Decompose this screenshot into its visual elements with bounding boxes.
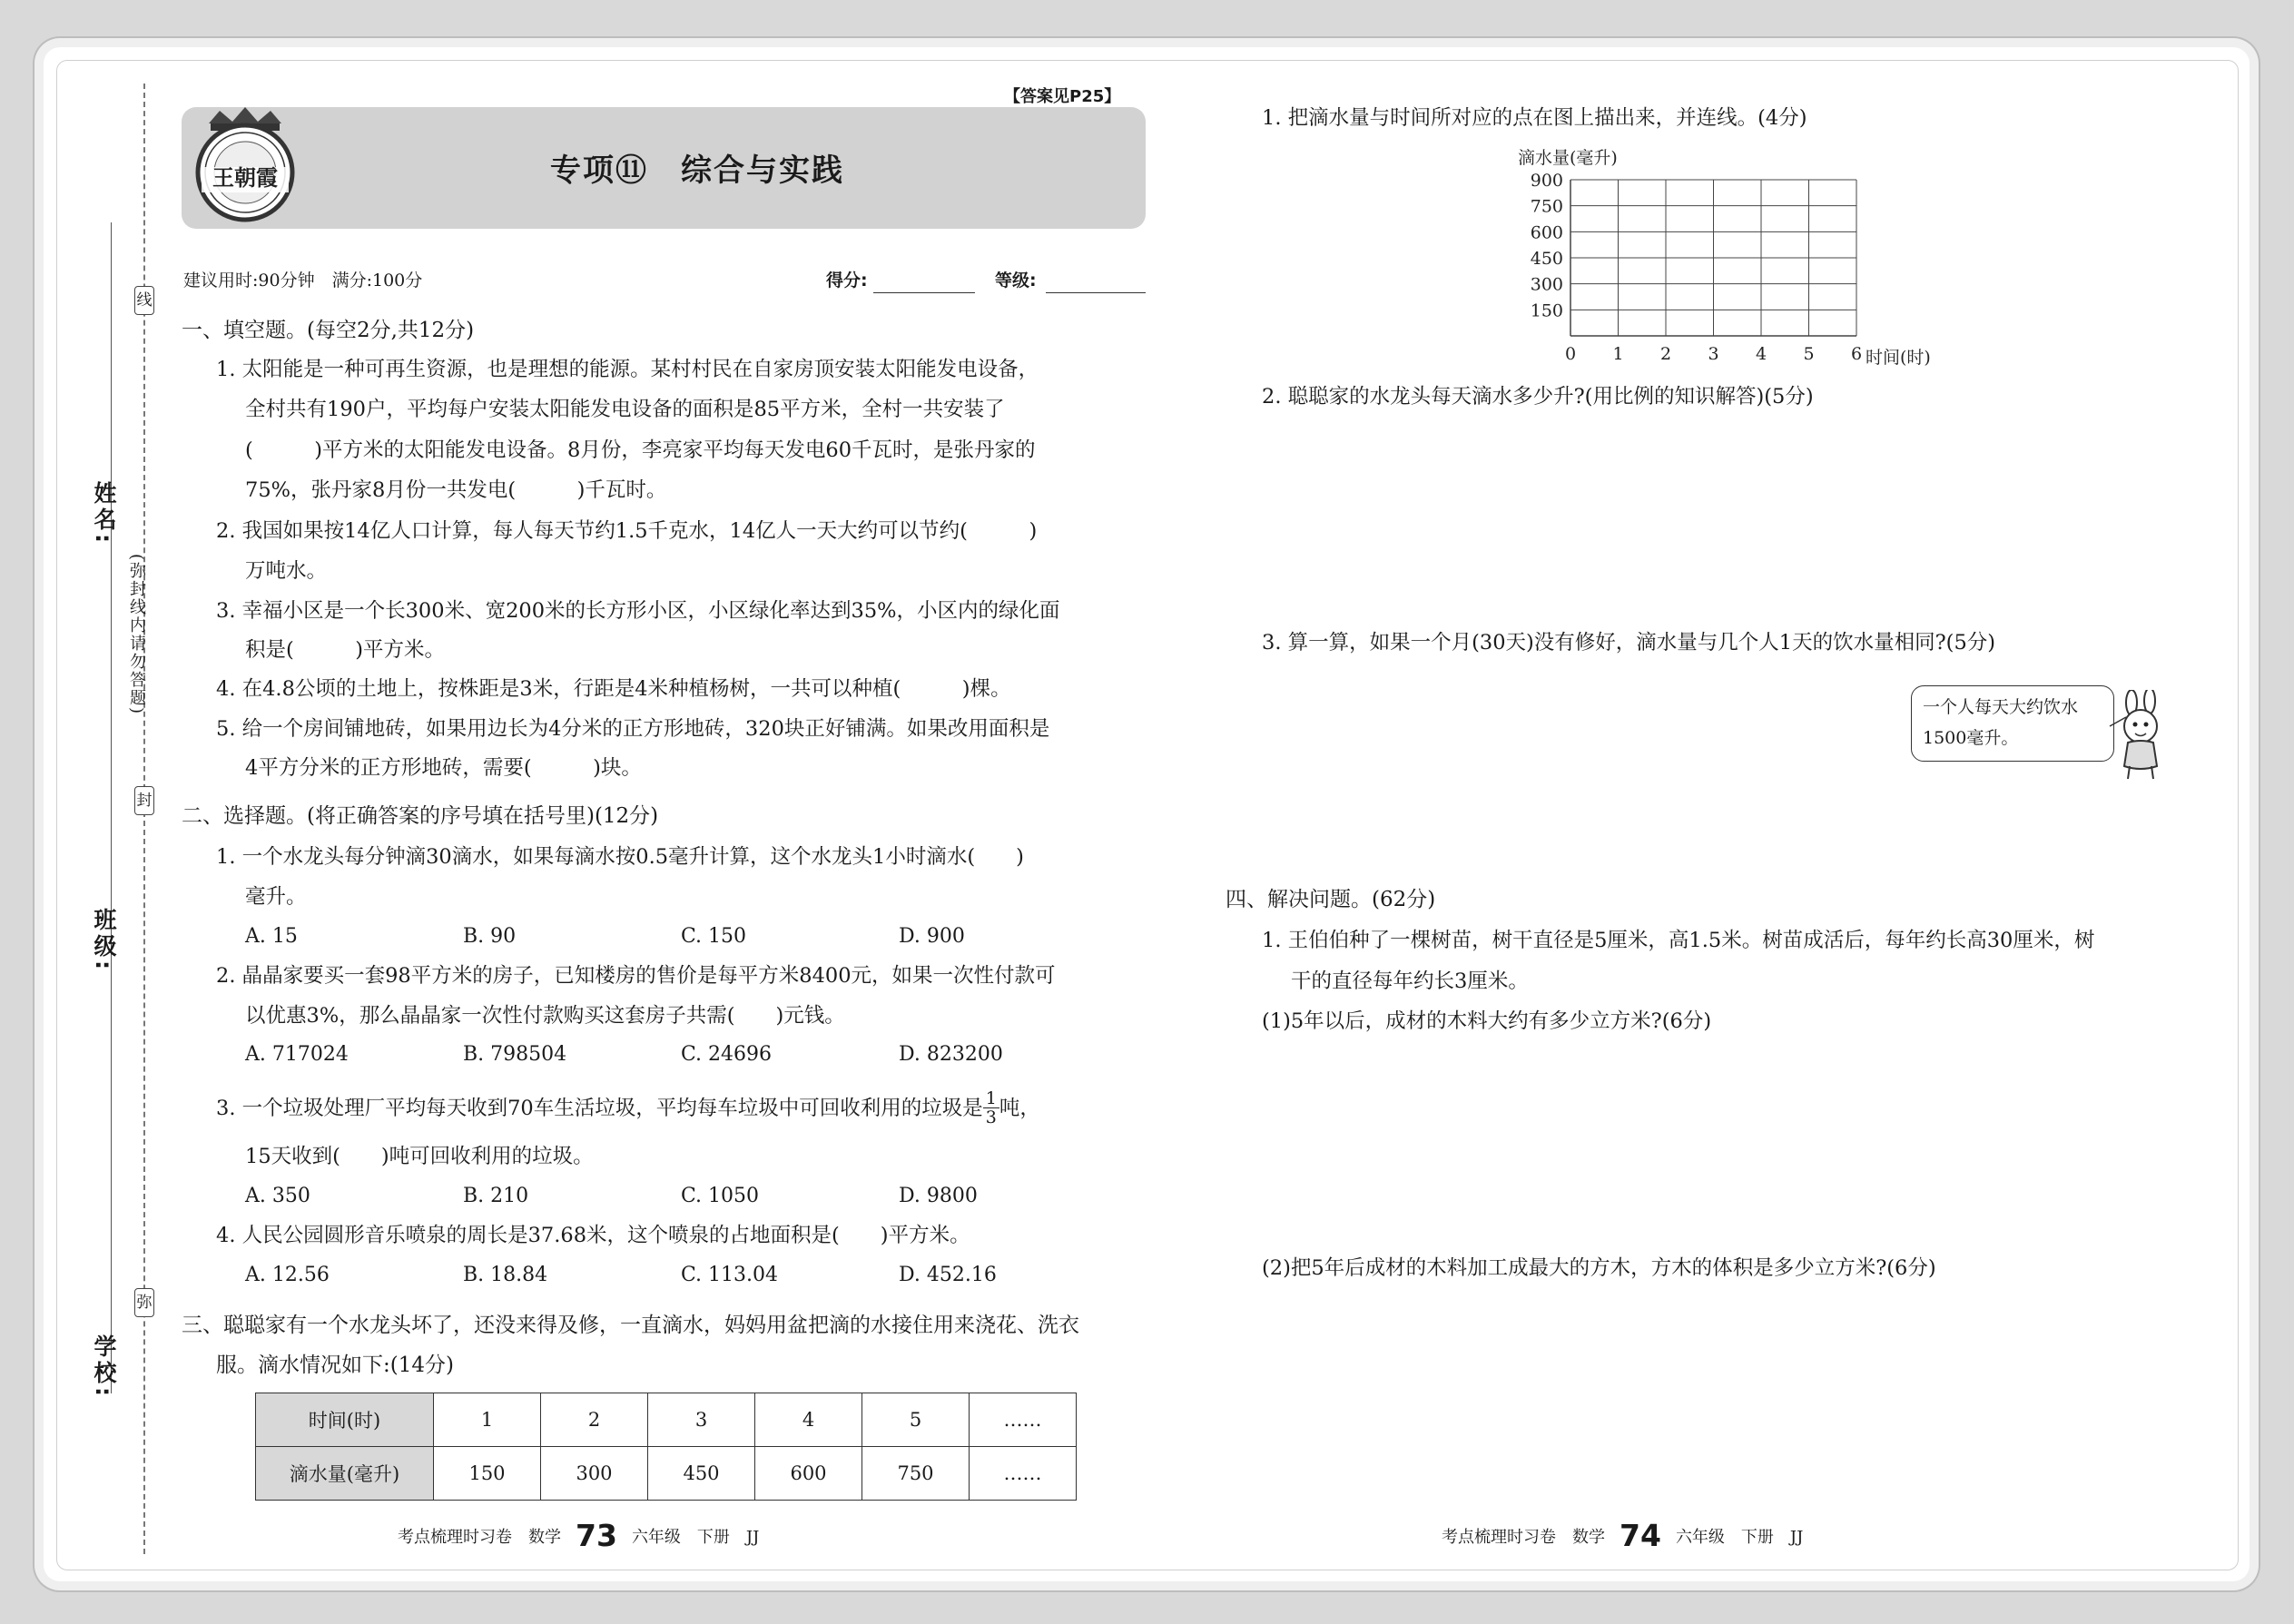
chart-y-tick-label: 600 bbox=[1530, 222, 1563, 243]
s1-q1-line2: 全村共有190户，平均每户安装太阳能发电设备的面积是85平方米，全村一共安装了 bbox=[245, 398, 1005, 421]
score-label: 得分: bbox=[826, 271, 868, 290]
s1-q3-line2: 积是( )平方米。 bbox=[245, 638, 446, 662]
section3-heading-line2: 服。滴水情况如下:(14分) bbox=[216, 1353, 454, 1377]
s2-q3-line2: 15天收到( )吨可回收利用的垃圾。 bbox=[245, 1145, 594, 1168]
s2-q1-option-d: D. 900 bbox=[899, 925, 965, 948]
rabbit-mascot-icon bbox=[2108, 690, 2181, 781]
score-field[interactable] bbox=[873, 292, 975, 293]
s2-q2-line2: 以优惠3%，那么晶晶家一次性付款购买这套房子共需( )元钱。 bbox=[245, 1004, 845, 1028]
s2-q3-line1 bbox=[216, 1089, 1040, 1127]
s1-q4-line1: 4. 在4.8公顷的土地上，按株距是3米，行距是4米种植杨树，一共可以种植( )棵。 bbox=[216, 677, 1011, 701]
binding-seal-3: 弥 bbox=[134, 1288, 154, 1317]
s2-q4-line1: 4. 人民公园圆形音乐喷泉的周长是37.68米，这个喷泉的占地面积是( )平方米。 bbox=[216, 1224, 970, 1247]
s2-q3-option-d: D. 9800 bbox=[899, 1185, 978, 1207]
page-number-right: 74 bbox=[1620, 1518, 1661, 1553]
bubble-line2: 1500毫升。 bbox=[1923, 728, 2019, 748]
footer-left-post: 六年级 下册 JJ bbox=[631, 1527, 760, 1547]
s2-q1-option-a: A. 15 bbox=[245, 925, 298, 948]
chart-x-axis-label: 时间(时) bbox=[1866, 348, 1931, 368]
s2-q1-line1: 1. 一个水龙头每分钟滴30滴水，如果每滴水按0.5毫升计算，这个水龙头1小时滴水( ) bbox=[216, 845, 1024, 869]
name-label: 姓名: bbox=[91, 481, 117, 546]
s2-q4-option-b: B. 18.84 bbox=[463, 1264, 548, 1286]
chart-y-tick-label: 150 bbox=[1530, 300, 1563, 321]
s2-q2-option-d: D. 823200 bbox=[899, 1043, 1003, 1066]
footer-left-pre: 考点梳理时习卷 数学 bbox=[398, 1527, 561, 1547]
s1-q1-line1: 1. 太阳能是一种可再生资源，也是理想的能源。某村村民在自家房顶安装太阳能发电设备， bbox=[216, 358, 1039, 381]
table-cell: 450 bbox=[648, 1447, 755, 1501]
table-cell: 600 bbox=[755, 1447, 862, 1501]
s1-q1-line3: ( )平方米的太阳能发电设备。8月份，李亮家平均每天发电60千瓦时，是张丹家的 bbox=[245, 438, 1036, 462]
s2-q3-option-c: C. 1050 bbox=[681, 1185, 760, 1207]
s2-q4-option-a: A. 12.56 bbox=[245, 1264, 330, 1286]
s1-q2-line1: 2. 我国如果按14亿人口计算，每人每天节约1.5千克水，14亿人一天大约可以节约( ) bbox=[216, 519, 1038, 543]
table-cell: 4 bbox=[755, 1393, 862, 1447]
chart-x-tick-label: 5 bbox=[1803, 344, 1815, 364]
speech-bubble bbox=[1911, 685, 2114, 762]
table-cell: …… bbox=[970, 1393, 1077, 1447]
chart-x-tick-label: 2 bbox=[1659, 344, 1672, 364]
binding-seal-2: 封 bbox=[134, 786, 154, 815]
table-cell: …… bbox=[970, 1447, 1077, 1501]
class-label: 班级: bbox=[91, 908, 117, 973]
table-row bbox=[256, 1447, 1077, 1501]
s2-q3-line1-pre: 3. 一个垃圾处理厂平均每天收到70车生活垃圾，平均每车垃圾中可回收利用的垃圾是 bbox=[216, 1096, 983, 1120]
section3-heading-line1: 三、聪聪家有一个水龙头坏了，还没来得及修，一直滴水，妈妈用盆把滴的水接住用来浇花、洗衣 bbox=[182, 1314, 1079, 1337]
table-cell: 1 bbox=[434, 1393, 541, 1447]
svg-text:王朝霞: 王朝霞 bbox=[212, 164, 278, 191]
page-number-left: 73 bbox=[576, 1518, 617, 1553]
table-cell: 3 bbox=[648, 1393, 755, 1447]
footer-right bbox=[1442, 1518, 1803, 1553]
s2-q2-option-a: A. 717024 bbox=[245, 1043, 349, 1066]
s2-q3-option-b: B. 210 bbox=[463, 1185, 529, 1207]
s2-q2-line1: 2. 晶晶家要买一套98平方米的房子，已知楼房的售价是每平方米8400元，如果一次性付款可 bbox=[216, 964, 1056, 988]
chart-x-tick-label: 0 bbox=[1564, 344, 1577, 364]
table-cell: 300 bbox=[541, 1447, 648, 1501]
chart-ticks bbox=[1531, 171, 1862, 364]
s4-q1-line2: 干的直径每年约长3厘米。 bbox=[1291, 969, 1529, 993]
footer-left bbox=[398, 1518, 759, 1553]
s2-q2-option-b: B. 798504 bbox=[463, 1043, 567, 1066]
chart-y-tick-label: 900 bbox=[1530, 171, 1563, 191]
chart-grid bbox=[1570, 180, 1856, 336]
fraction-denominator: 3 bbox=[985, 1107, 997, 1127]
chart-y-tick-label: 300 bbox=[1530, 274, 1563, 295]
s2-q4-option-c: C. 113.04 bbox=[681, 1264, 779, 1286]
grade-label: 等级: bbox=[995, 271, 1037, 290]
time-score-info: 建议用时:90分钟 满分:100分 bbox=[183, 271, 423, 290]
s1-q3-line1: 3. 幸福小区是一个长300米、宽200米的长方形小区，小区绿化率达到35%，小区内的绿化面 bbox=[216, 599, 1060, 623]
s2-q4-option-d: D. 452.16 bbox=[899, 1264, 997, 1286]
binding-notice: (弥封线内请勿答题) bbox=[127, 554, 146, 716]
s4-q1-line1: 1. 王伯伯种了一棵树苗，树干直径是5厘米，高1.5米。树苗成活后，每年约长高30厘米，树 bbox=[1262, 929, 2095, 952]
table-cell: 750 bbox=[862, 1447, 970, 1501]
s4-sub2: (2)把5年后成材的木料加工成最大的方木，方木的体积是多少立方米?(6分) bbox=[1262, 1256, 1936, 1280]
table-cell: 2 bbox=[541, 1393, 648, 1447]
chart-y-tick-label: 750 bbox=[1530, 196, 1563, 217]
bubble-line1: 一个人每天大约饮水 bbox=[1923, 697, 2079, 717]
chart-x-tick-label: 4 bbox=[1755, 344, 1767, 364]
s3-q2: 2. 聪聪家的水龙头每天滴水多少升?(用比例的知识解答)(5分) bbox=[1262, 385, 1814, 408]
grade-field[interactable] bbox=[1046, 292, 1146, 293]
drip-table bbox=[255, 1393, 1077, 1501]
table-header-cell: 滴水量(毫升) bbox=[256, 1447, 434, 1501]
page-title: 专项⑪ 综合与实践 bbox=[550, 153, 844, 189]
s3-q3: 3. 算一算，如果一个月(30天)没有修好，滴水量与几个人1天的饮水量相同?(5分) bbox=[1262, 631, 1996, 655]
s2-q3-option-a: A. 350 bbox=[245, 1185, 310, 1207]
table-row bbox=[256, 1393, 1077, 1447]
s1-q2-line2: 万吨水。 bbox=[245, 559, 328, 583]
s3-q1: 1. 把滴水量与时间所对应的点在图上描出来，并连线。(4分) bbox=[1262, 106, 1807, 130]
s2-q1-option-c: C. 150 bbox=[681, 925, 747, 948]
s1-q5-line2: 4平方分米的正方形地砖，需要( )块。 bbox=[245, 756, 642, 780]
s1-q1-line4: 75%，张丹家8月份一共发电( )千瓦时。 bbox=[245, 478, 667, 502]
chart-x-tick-label: 6 bbox=[1850, 344, 1863, 364]
table-header-cell: 时间(时) bbox=[256, 1393, 434, 1447]
chart-x-tick-label: 1 bbox=[1612, 344, 1624, 364]
binding-seal-1: 线 bbox=[134, 286, 154, 315]
s1-q5-line1: 5. 给一个房间铺地砖，如果用边长为4分米的正方形地砖，320块正好铺满。如果改用面积是 bbox=[216, 717, 1050, 741]
s4-sub1: (1)5年以后，成材的木料大约有多少立方米?(6分) bbox=[1262, 1009, 1712, 1033]
school-label: 学校: bbox=[91, 1334, 117, 1400]
section1-heading: 一、填空题。(每空2分,共12分) bbox=[182, 319, 475, 342]
table-cell: 5 bbox=[862, 1393, 970, 1447]
s2-q3-line1-post: 吨， bbox=[999, 1096, 1040, 1120]
s2-q1-option-b: B. 90 bbox=[463, 925, 517, 948]
drip-chart bbox=[1498, 138, 1970, 376]
fraction-one-third bbox=[983, 1089, 999, 1127]
table-cell: 150 bbox=[434, 1447, 541, 1501]
publisher-logo-icon bbox=[192, 103, 298, 229]
chart-y-axis-label: 滴水量(毫升) bbox=[1518, 148, 1618, 168]
footer-right-post: 六年级 下册 JJ bbox=[1675, 1527, 1804, 1547]
footer-right-pre: 考点梳理时习卷 数学 bbox=[1442, 1527, 1605, 1547]
section2-heading: 二、选择题。(将正确答案的序号填在括号里)(12分) bbox=[182, 804, 659, 828]
fraction-numerator: 1 bbox=[983, 1089, 999, 1108]
binding-solid-line bbox=[111, 222, 112, 1393]
chart-y-tick-label: 450 bbox=[1530, 249, 1563, 269]
section4-heading: 四、解决问题。(62分) bbox=[1226, 888, 1436, 911]
s2-q1-line2: 毫升。 bbox=[245, 885, 307, 909]
chart-x-tick-label: 3 bbox=[1708, 344, 1719, 364]
answer-reference: 【答案见P25】 bbox=[1004, 87, 1121, 106]
s2-q2-option-c: C. 24696 bbox=[681, 1043, 773, 1066]
